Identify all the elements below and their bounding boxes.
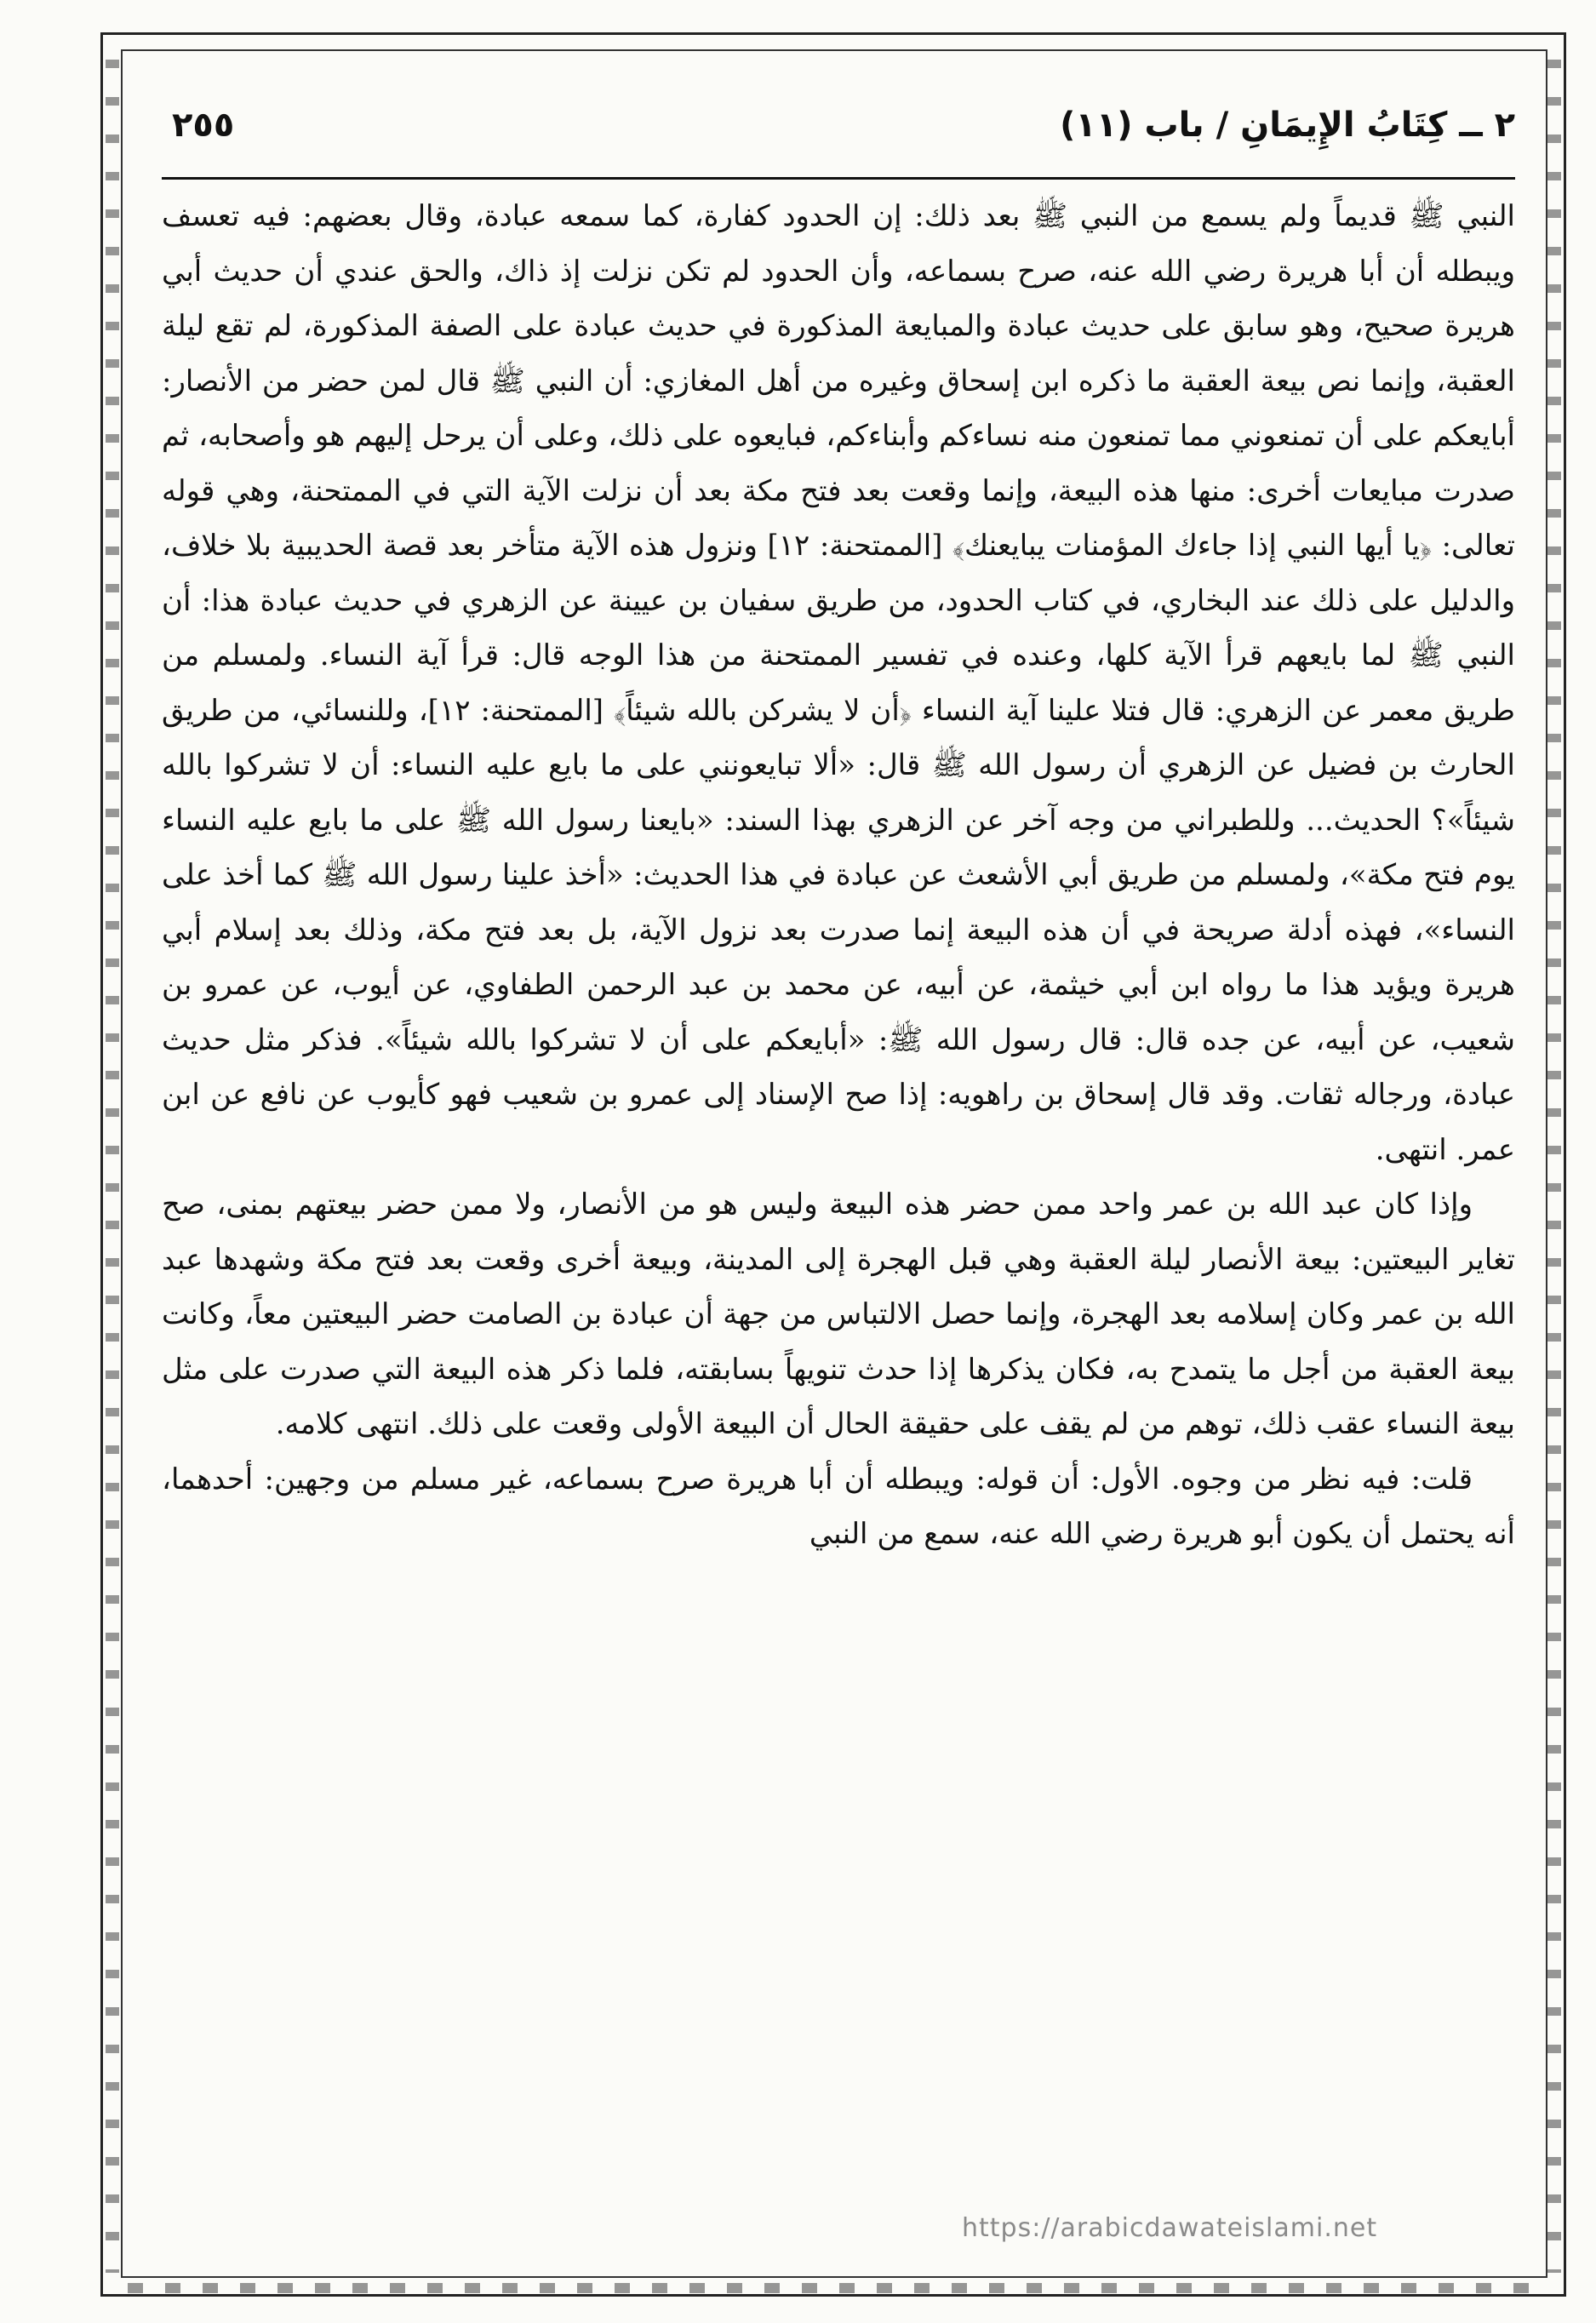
ornamental-border-right bbox=[1547, 60, 1561, 2273]
page-header bbox=[162, 100, 1515, 169]
paragraph: وإذا كان عبد الله بن عمر واحد ممن حضر هذه البيعة وليس هو من الأنصار، ولا ممن حضر بيعتهم بمنى، صح تغاير البيعتين: بيعة الأنصار ليلة العقبة وهي قبل الهجرة إلى المدينة، وبيعة أخرى وقعت بعد فتح مكة وشهدها عبد الله بن عمر وكان إسلامه بعد الهجرة، وإنما حصل الالتباس من جهة أن عبادة بن الصامت حضر البيعتين معاً، وكانت بيعة العقبة من أجل ما يتمدح به، فكان يذكرها إذا حدث تنويهاً بسابقته، فلما ذكر هذه البيعة التي صدرت على مثل بيعة النساء عقب ذلك، توهم من لم يقف على حقيقة الحال أن البيعة الأولى وقعت على ذلك. انتهى كلامه. bbox=[162, 1187, 1515, 1441]
paragraph: قلت: فيه نظر من وجوه. الأول: أن قوله: ويبطله أن أبا هريرة صرح بسماعه، غير مسلم من وجهين: أحدهما، أنه يحتمل أن يكون أبو هريرة رضي الله عنه، سمع من النبي bbox=[162, 1462, 1515, 1551]
ornamental-border-left bbox=[106, 60, 119, 2273]
running-title: ٢ ــ كِتَابُ الإِيمَانِ / باب (١١) bbox=[1060, 106, 1515, 145]
watermark-url: https://arabicdawateislami.net bbox=[962, 2213, 1378, 2243]
header-divider bbox=[162, 177, 1515, 180]
paragraph: النبي ﷺ قديماً ولم يسمع من النبي ﷺ بعد ذلك: إن الحدود كفارة، كما سمعه عبادة، وقال بعضهم: فيه تعسف ويبطله أن أبا هريرة رضي الله عنه، صرح بسماعه، وأن الحدود لم تكن نزلت إذ ذاك، والحق عندي أن حديث أبي هريرة صحيح، وهو سابق على حديث عبادة والمبايعة المذكورة في حديث عبادة على الصفة المذكورة، لم تقع ليلة العقبة، وإنما نص بيعة العقبة ما ذكره ابن إسحاق وغيره من أهل المغازي: أن النبي ﷺ قال لمن حضر من الأنصار: أبايعكم على أن تمنعوني مما تمنعون منه نساءكم وأبناءكم، فبايعوه على ذلك، وعلى أن يرحل إليهم هو وأصحابه، ثم صدرت مبايعات أخرى: منها هذه البيعة، وإنما وقعت بعد فتح مكة بعد أن نزلت الآية التي في الممتحنة، وهي قوله تعالى: ﴿يا أيها النبي إذا جاءك المؤمنات يبايعنك﴾ [الممتحنة: ١٢] ونزول هذه الآية متأخر بعد قصة الحديبية بلا خلاف، والدليل على ذلك عند البخاري، في كتاب الحدود، من طريق سفيان بن عيينة عن الزهري في حديث عبادة هذا: أن النبي ﷺ لما بايعهم قرأ الآية كلها، وعنده في تفسير الممتحنة من هذا الوجه قال: قرأ آية النساء. ولمسلم من طريق معمر عن الزهري: قال فتلا علينا آية النساء ﴿أن لا يشركن بالله شيئاً﴾ [الممتحنة: ١٢]، وللنسائي، من طريق الحارث بن فضيل عن الزهري أن رسول الله ﷺ قال: «ألا تبايعونني على ما بايع عليه النساء: أن لا تشركوا بالله شيئاً»؟ الحديث... وللطبراني من وجه آخر عن الزهري بهذا السند: «بايعنا رسول الله ﷺ على ما بايع عليه النساء يوم فتح مكة»، ولمسلم من طريق أبي الأشعث عن عبادة في هذا الحديث: «أخذ علينا رسول الله ﷺ كما أخذ على النساء»، فهذه أدلة صريحة في أن هذه البيعة إنما صدرت بعد نزول الآية، بل بعد فتح مكة، وذلك بعد إسلام أبي هريرة ويؤيد هذا ما رواه ابن أبي خيثمة، عن أبيه، عن محمد بن عبد الرحمن الطفاوي، عن أيوب، عن عمرو بن شعيب، عن أبيه، عن جده قال: قال رسول الله ﷺ: «أبايعكم على أن لا تشركوا بالله شيئاً». فذكر مثل حديث عبادة، ورجاله ثقات. وقد قال إسحاق بن راهويه: إذا صح الإسناد إلى عمرو بن شعيب فهو كأيوب عن نافع عن ابن عمر. انتهى. bbox=[162, 199, 1516, 1167]
page-number: ٢٥٥ bbox=[172, 106, 235, 145]
ornamental-border-bottom bbox=[128, 2283, 1541, 2293]
main-text bbox=[162, 189, 1515, 2249]
